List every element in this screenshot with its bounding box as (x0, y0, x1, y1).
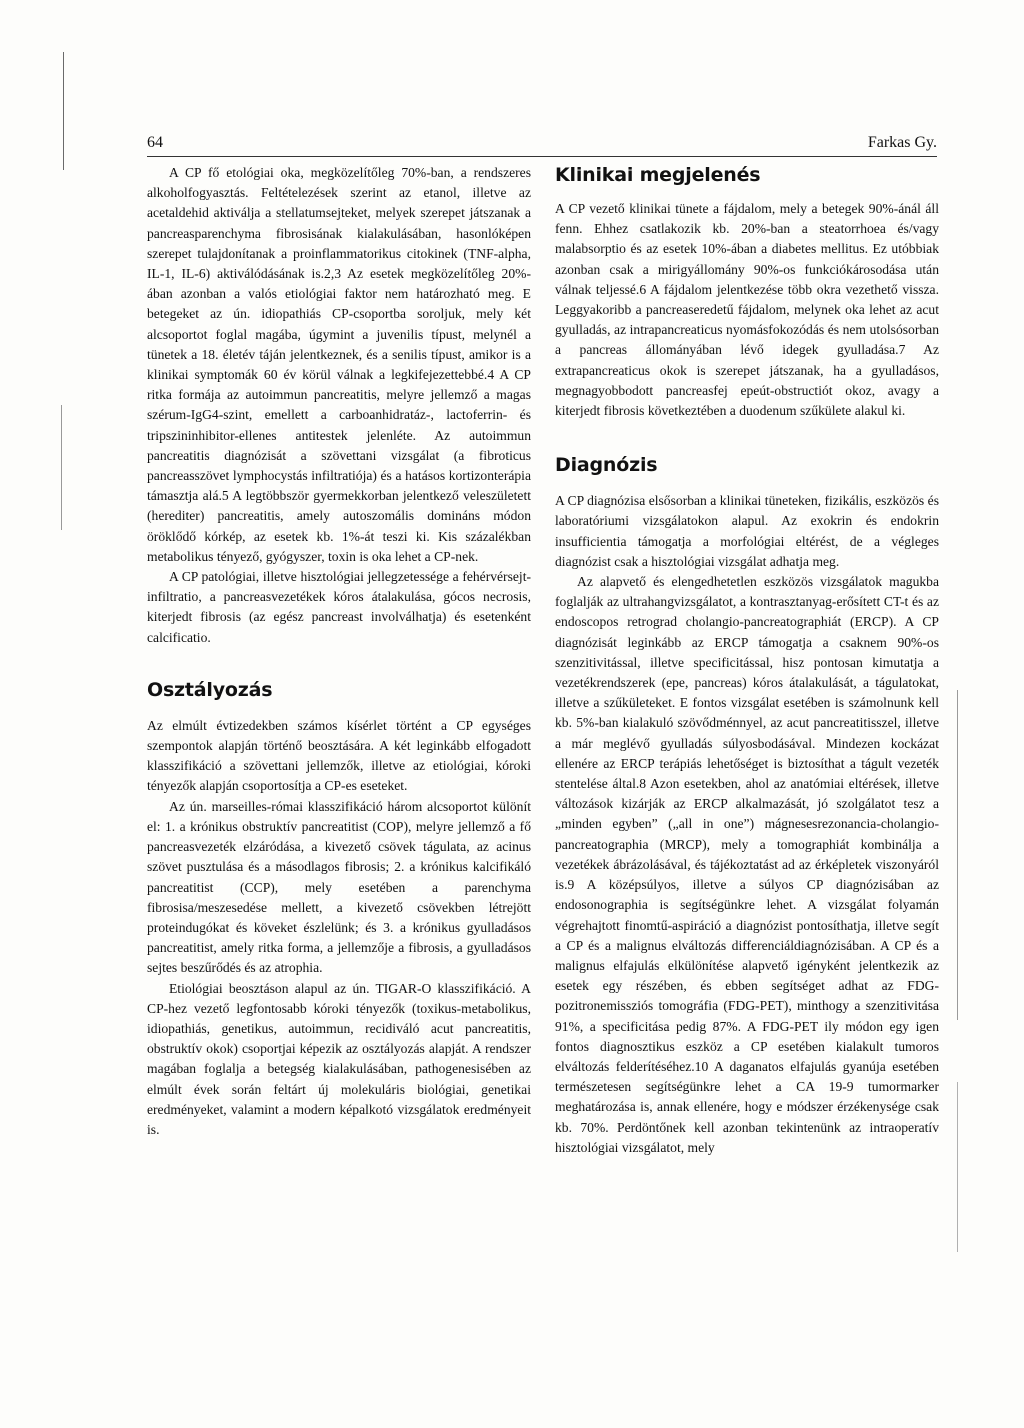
left-column (147, 163, 531, 1140)
scan-margin-line (957, 1082, 958, 1252)
page-number: 64 (147, 134, 163, 151)
section-heading-diagnosis: Diagnózis (555, 454, 658, 477)
scan-margin-line (957, 690, 958, 1020)
right-column (555, 163, 939, 1158)
scan-margin-line (63, 52, 64, 170)
body-paragraph: Az ún. marseilles-római klasszifikáció három alcsoportot különít el: 1. a krónikus obstruktív pancreatitist (COP), melyre jellemző a fő pancreasvezeték elzáródása, a kivezető csövek tágulata, az acinus szövet pusztulása és a másodlagos fibrosis; 2. a krónikus kalcifikáló pancreatitist (CCP), mely esetében a parenchyma fibrosisa/meszesedése mellett, a kivezető csövekben létrejött proteindugókat és köveket észlelünk; és 3. a krónikus gyulladásos pancreatitist, amely ritka forma, a jellemzője a fibrosis, a gyulladásos sejtes beszűrődés és az atrophia. (147, 798, 531, 976)
body-paragraph: A CP vezető klinikai tünete a fájdalom, mely a betegek 90%-ánál áll fenn. Ehhez csatlakozik kb. 20%-ban a steatorrhoea és/vagy malabsorptio és az esetek 10%-ában a diabetes mellitus. Ez utóbbiak azonban csak a mirigyállomány 90%-os funkciókárosodása után válnak teljessé.6 A fájdalom jelentkezése több okra vezethető vissza. Leggyakoribb a pancreaseredetű fájdalom, melynek oka lehet az acut gyulladás, az intrapancreaticus nyomásfokozódás és nem utolsósorban a pancreas állományában lévő idegek gyulladása.7 Az extrapancreaticus okok is szerepet játszanak, ha a gyulladásos, megnagyobbodott pancreasfej epeút-obstructiót okoz, avagy a kiterjedt fibrosis következtében a duodenum szűkülete alakul ki. (555, 201, 939, 419)
section-heading-clinical: Klinikai megjelenés (555, 164, 761, 186)
body-paragraph: A CP fő etológiai oka, megközelítőleg 70%-ban, a rendszeres alkoholfogyasztás. Feltételezések szerint az etanol, illetve az acetaldehid aktiválja a stellatumsejteket, melyek szerepet játszanak a pancreasparenchyma fibrosisának kialakulásában, hasonlóképen szerepet tulajdonítanak a proinflammatorikus citokinek (TNF-alpha, IL-1, IL-6) aktiválódásának is.2,3 Az esetek megközelítőleg 20%-ában azonban a valós etiológiai faktor nem határozható meg. E betegeket az ún. idiopathiás CP-csoportba soroljuk, mely két alcsoportot foglal magába, úgymint a juvenilis típust, melynél a tünetek a 18. életév táján jelentkeznek, és a senilis típust, amikor is a klinikai symptomák 60 év körül válnak a legkifejezettebbé.4 A CP ritka formája az autoimmun pancreatitis, melyre jellemző a magas szérum-IgG4-szint, emellett a carboanhidratáz-, lactoferrin- és tripszininhibitor-ellenes antitestek jelenléte. Az autoimmun pancreatitis diagnózisát a szövettani vizsgálat (a fibroticus pancreasszövet lymphocystás infiltratiója) és a hatásos kortizonterápia támasztja alá.5 A legtöbbször gyermekkorban jelentkező veleszületett (herediter) pancreatitis, amely autoszomális domináns módon öröklődő kórkép, az esetek kb. 1%-át teszi ki. Kis százalékban metabolikus tényező, gyógyszer, toxin is oka lehet a CP-nek. (147, 165, 531, 564)
running-author: Farkas Gy. (867, 134, 937, 151)
body-paragraph: Etiológiai beosztáson alapul az ún. TIGAR-O klasszifikáció. A CP-hez vezető legfontosabb kóroki tényezők (toxikus-metabolikus, idiopathiás, genetikus, autoimmun, recidiváló acut pancreatitis, obstruktív okok) csoportjai képezik az osztályozás alapját. A rendszer magában foglalja a betegség kialakulásában, pathogenesisében az elmúlt évek során feltárt új molekuláris biológiai, genetikai eredményeket, valamint a modern képalkotó vizsgálatok eredményeit is. (147, 980, 531, 1137)
body-paragraph: Az alapvető és elengedhetetlen eszközös vizsgálatok magukba foglalják az ultrahangvizsgálatot, a kontrasztanyag-erősített CT-t és az endoscopos retrograd cholangio-pancreatographiát (ERCP). A CP diagnózisát leginkább az ERCP támogatja a csaknem 90%-os szenzitivitással, illetve specificitással, hisz pontosan kimutatja a vezetékrendszerek (epe, pancreas) kóros átalakulását, a tágulatokat, illetve a szűkületeket. E fontos vizsgálat esetében is számolnunk kell kb. 5%-ban kialakuló szövődménnyel, az acut pancreatitisszel, illetve a már meglévő gyulladás súlyosbodásával. Mindezen kockázat ellenére az ERCP terápiás lehetőséget is biztosíthat a tágult vezeték stentelése által.8 Azon esetekben, ahol az anatómiai eltérések, illetve változások kizárják az ERCP alkalmazását, jó szolgálatot tesz a „minden egyben” („all in one”) mágnesesrezonancia-cholangio-pancreatographia (MRCP), mely a tomographiát kombinálja a vezetékek ábrázolásával, és tájékoztatást ad az érképletek viszonyáról is.9 A középsúlyos, illetve a súlyos CP diagnózisában az endosonographia is segítségünkre lehet. A vizsgálat folyamán végrehajtott finomtű-aspiráció a diagnózist pontosíthatja, illetve segít a CP és a malignus elváltozás differenciáldiagnózisában. A CP és a malignus elfajulás elkülönítése alapvető igényként jelentkezik az esetek egy részében, és ebben segítséget adhat az FDG-pozitronemissziós tomográfia (FDG-PET), minthogy a szenzitivitása 91%, a specificitása pedig 87%. A FDG-PET ily módon egy igen fontos diagnosztikus eszköz a CP esetében kialakult tumoros elváltozás felderítéséhez.10 A daganatos elfajulás gyanúja esetében természetesen segítségünkre lehet a CA 19-9 tumormarker meghatározása is, annak ellenére, hogy e módszer érzékenysége csak kb. 70%. Perdöntőnek kell azonban tekintenünk az intraoperatív hisztológiai vizsgálatot, mely (555, 574, 939, 1155)
scan-margin-line (61, 405, 62, 530)
body-paragraph: Az elmúlt évtizedekben számos kísérlet történt a CP egységes szempontok alapján történő beosztására. A két leginkább elfogadott klasszifikáció a szövettani jellemzők, illetve az etiológiai, kóroki tényezők alapján csoportosítja a CP-es eseteket. (147, 717, 531, 794)
section-heading-classification: Osztályozás (147, 678, 273, 701)
page-header (147, 132, 937, 157)
body-paragraph: A CP diagnózisa elsősorban a klinikai tüneteken, fizikális, eszközös és laboratóriumi vizsgálatokon alapul. Az exokrin és endokrin insufficientia támogatja a morfológiai eltérést, de a végleges diagnózist csak a hisztológiai vizsgálat adhatja meg. (555, 493, 939, 569)
body-paragraph: A CP patológiai, illetve hisztológiai jellegzetessége a fehérvérsejt-infiltratio, a pancreasvezetékek kóros átalakulása, gócos necrosis, kiterjedt fibrosis (az egész pancreast involválhatja) és esetenként calcificatio. (147, 569, 531, 645)
